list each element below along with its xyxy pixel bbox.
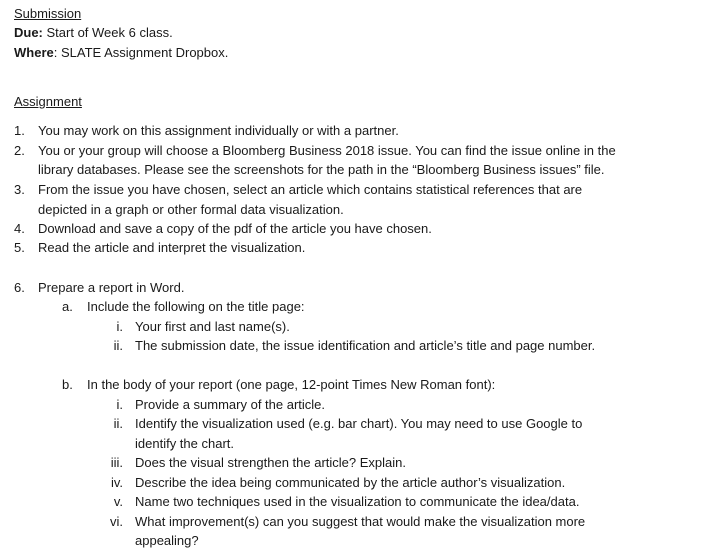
sub-item-text: Include the following on the title page: [87,299,305,314]
due-label: Due: [14,25,43,40]
roman-item-text: Name two techniques used in the visualization to communicate the idea/data. [135,494,580,509]
item-text: You or your group will choose a Bloomberg Business 2018 issue. You can find the issue online in the [38,143,616,158]
due-line [14,23,173,42]
item-text-continued: depicted in a graph or other formal data visualization. [38,202,344,217]
roman-number: i. [116,319,123,334]
submission-heading: Submission [14,6,82,21]
roman-item-text: Your first and last name(s). [135,319,290,334]
item-text: From the issue you have chosen, select an article which contains statistical references that are [38,182,583,197]
item-number: 5. [14,240,25,255]
roman-number: iii. [110,455,123,470]
item-number: 1. [14,123,25,138]
item-number: 3. [14,182,25,197]
roman-number: ii. [113,338,123,353]
item-text-continued: library databases. Please see the screenshots for the path in the “Bloomberg Business issues” file. [38,162,605,177]
item-number: 2. [14,143,25,158]
due-value: Start of Week 6 class. [42,25,173,40]
item-text: You may work on this assignment individually or with a partner. [38,123,399,138]
roman-item-text: Does the visual strengthen the article? Explain. [135,455,406,470]
roman-item-text: Describe the idea being communicated by the article author’s visualization. [135,475,566,490]
roman-number: iv. [110,475,123,490]
roman-number: i. [116,397,123,412]
assignment-heading: Assignment [14,94,82,109]
sub-item-label: a. [62,299,73,314]
roman-item-text: Provide a summary of the article. [135,397,326,412]
roman-item-text: The submission date, the issue identification and article’s title and page number. [135,338,596,353]
where-value: : SLATE Assignment Dropbox. [53,45,229,60]
item-number: 4. [14,221,25,236]
roman-item-text-continued: identify the chart. [135,436,234,451]
sub-item-label: b. [62,377,73,392]
roman-number: ii. [113,416,123,431]
roman-item-text: Identify the visualization used (e.g. bar chart). You may need to use Google to [135,416,583,431]
roman-number: v. [113,494,123,509]
roman-number: vi. [110,514,123,529]
item-text: Prepare a report in Word. [38,280,185,295]
item-text: Read the article and interpret the visualization. [38,240,306,255]
sub-item-text: In the body of your report (one page, 12-point Times New Roman font): [87,377,496,392]
item-text: Download and save a copy of the pdf of the article you have chosen. [38,221,432,236]
where-line [14,43,228,62]
where-label: Where [14,45,54,60]
item-number: 6. [14,280,25,295]
roman-item-text: What improvement(s) can you suggest that would make the visualization more [135,514,586,529]
roman-item-text-continued: appealing? [135,533,199,548]
